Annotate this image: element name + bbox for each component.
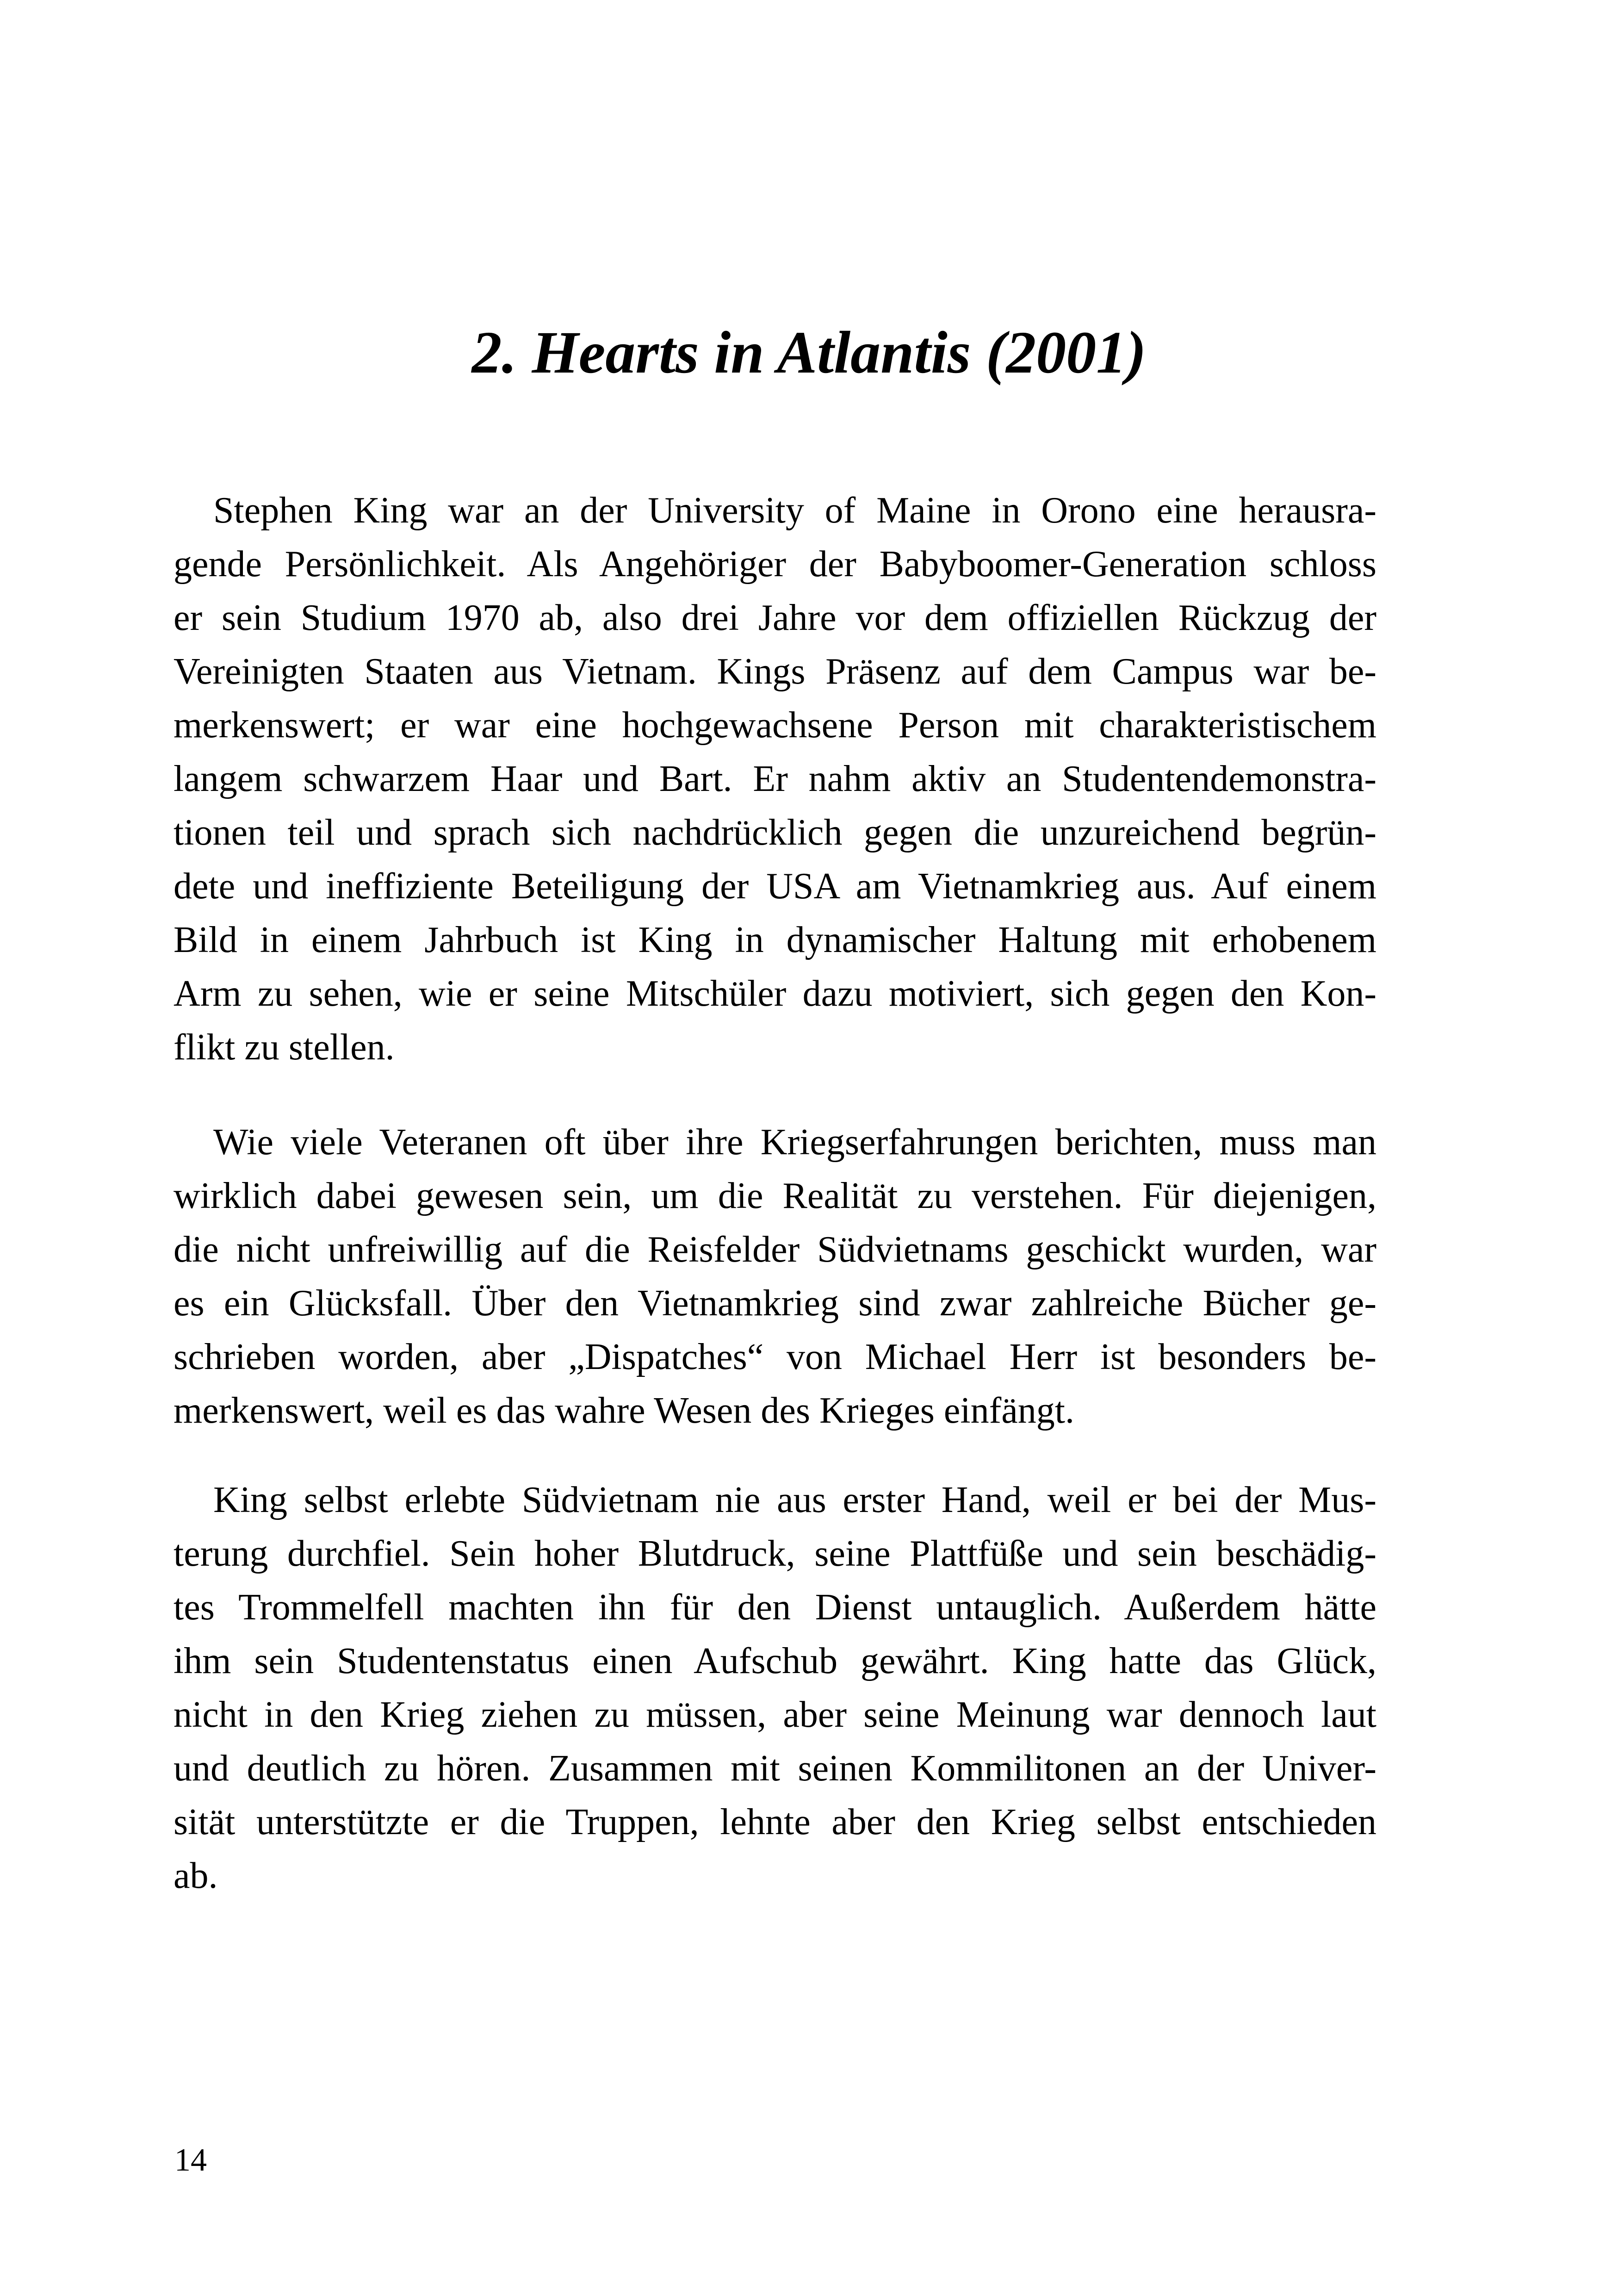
paragraph-line: gende Persönlichkeit. Als Angehöriger der Babyboomer-Generation schloss <box>174 544 1376 585</box>
paragraph-3 <box>174 1473 1376 1903</box>
paragraph-line: Wie viele Veteranen oft über ihre Kriegserfahrungen berichten, muss man <box>213 1122 1376 1163</box>
paragraph-2 <box>174 1115 1376 1437</box>
paragraph-line: tionen teil und sprach sich nachdrücklich gegen die unzureichend begrün- <box>174 812 1376 853</box>
paragraph-line: Bild in einem Jahrbuch ist King in dynamischer Haltung mit erhobenem <box>174 920 1376 960</box>
paragraph-line: es ein Glücksfall. Über den Vietnamkrieg sind zwar zahlreiche Bücher ge- <box>174 1283 1376 1324</box>
paragraph-1 <box>174 484 1376 1074</box>
paragraph-line: wirklich dabei gewesen sein, um die Realität zu verstehen. Für diejenigen, <box>174 1176 1376 1216</box>
paragraph-line: er sein Studium 1970 ab, also drei Jahre vor dem offiziellen Rückzug der <box>174 597 1376 638</box>
paragraph-line: Arm zu sehen, wie er seine Mitschüler dazu motiviert, sich gegen den Kon- <box>174 973 1376 1014</box>
paragraph-line: ab. <box>174 1855 218 1896</box>
paragraph-line: merkenswert; er war eine hochgewachsene Person mit charakteristischem <box>174 705 1376 746</box>
paragraph-line: terung durchfiel. Sein hoher Blutdruck, seine Plattfüße und sein beschädig- <box>174 1533 1376 1574</box>
paragraph-line: ihm sein Studentenstatus einen Aufschub gewährt. King hatte das Glück, <box>174 1641 1376 1681</box>
chapter-title: 2. Hearts in Atlantis (2001) <box>471 319 1147 386</box>
paragraph-line: dete und ineffiziente Beteiligung der USA am Vietnamkrieg aus. Auf einem <box>174 866 1376 907</box>
paragraph-line: und deutlich zu hören. Zusammen mit seinen Kommilitonen an der Univer- <box>174 1748 1376 1789</box>
paragraph-line: schrieben worden, aber „Dispatches“ von Michael Herr ist besonders be- <box>174 1337 1376 1377</box>
paragraph-line: die nicht unfreiwillig auf die Reisfelder Südvietnams geschickt wurden, war <box>174 1229 1376 1270</box>
paragraph-line: Stephen King war an der University of Maine in Orono eine herausra- <box>213 490 1376 531</box>
paragraph-line: nicht in den Krieg ziehen zu müssen, aber seine Meinung war dennoch laut <box>174 1694 1376 1735</box>
paragraph-line: flikt zu stellen. <box>174 1027 395 1068</box>
paragraph-line: sität unterstützte er die Truppen, lehnte aber den Krieg selbst entschieden <box>174 1802 1376 1842</box>
page-number: 14 <box>174 2142 207 2178</box>
paragraph-line: tes Trommelfell machten ihn für den Dienst untauglich. Außerdem hätte <box>174 1587 1376 1628</box>
paragraph-line: langem schwarzem Haar und Bart. Er nahm aktiv an Studentendemonstra- <box>174 759 1376 799</box>
paragraph-line: Vereinigten Staaten aus Vietnam. Kings Präsenz auf dem Campus war be- <box>174 651 1376 692</box>
paragraph-line: merkenswert, weil es das wahre Wesen des Krieges einfängt. <box>174 1390 1074 1431</box>
paragraph-line: King selbst erlebte Südvietnam nie aus erster Hand, weil er bei der Mus- <box>213 1480 1376 1520</box>
